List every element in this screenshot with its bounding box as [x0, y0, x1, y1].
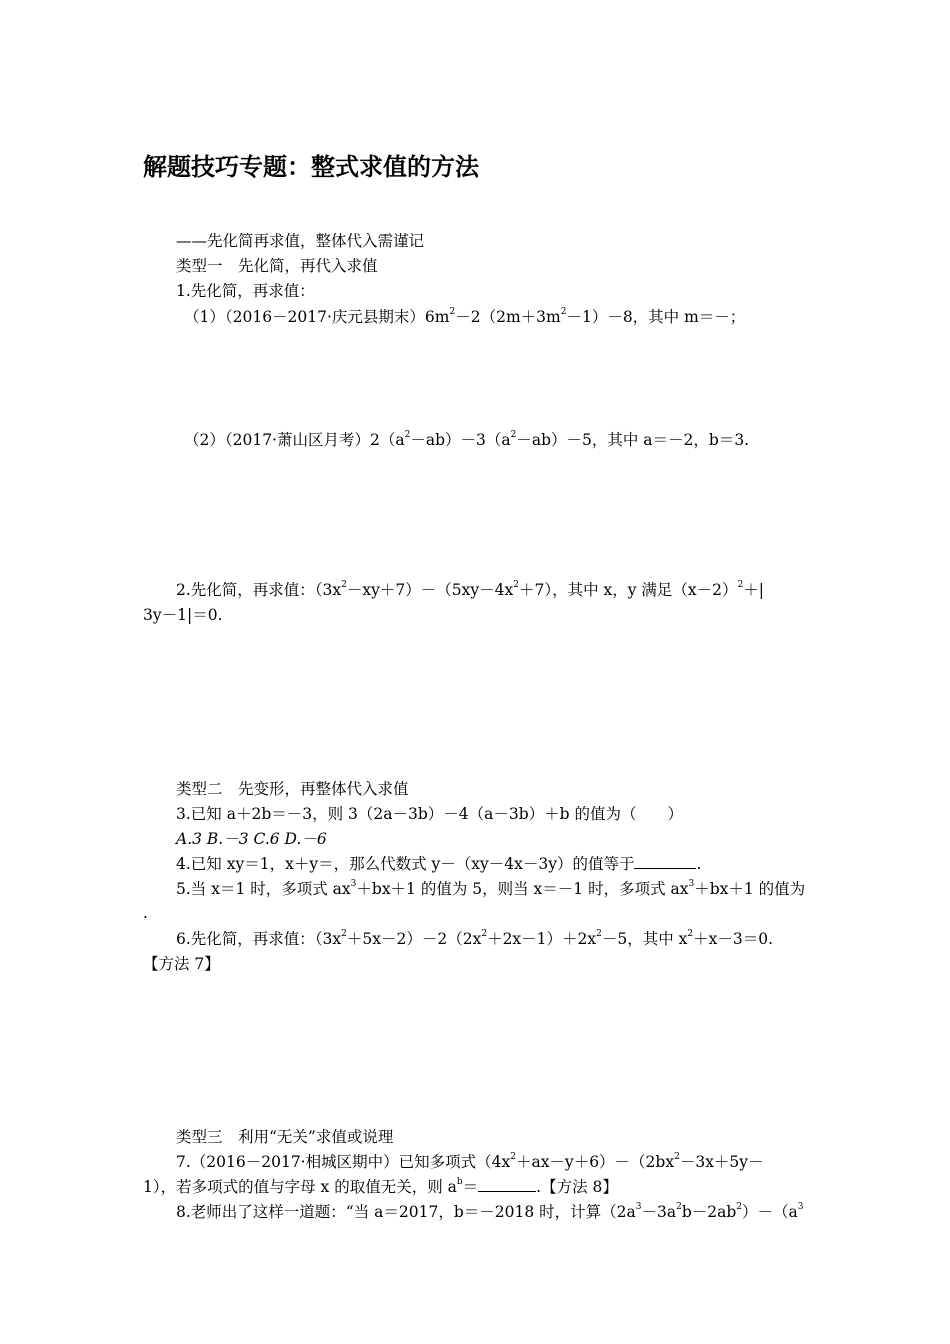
- question-7-line2: 1），若多项式的值与字母 x 的取值无关，则 $a^b=$ .【方法 8】: [143, 1176, 618, 1196]
- page-title: 解题技巧专题：整式求值的方法: [143, 153, 479, 181]
- question-8: 8.老师出了这样一道题：“当 a＝2017，b＝－2018 时，计算$(2a^3-3a^2b-2ab^2)-(a^3$: [176, 1201, 804, 1221]
- question-1-2: （2）（2017·萧山区月考）$2(a^2-ab)-3(a^2-ab)-5$，其中 a＝－2，b＝3.: [184, 429, 750, 449]
- question-1-intro: 1.先化简，再求值：: [176, 282, 315, 300]
- type1-heading: 类型一 先化简，再代入求值: [176, 257, 378, 275]
- question-5-line1: 5.当 x＝1 时，多项式 $ax^3+bx+1$ 的值为 5，则当 x＝－1 时，多项式 $ax^3+bx+1$ 的值为: [176, 878, 806, 898]
- question-1-1: （1）（2016－2017·庆元县期末）$6m^2-2(2m+3m^2-1)-8$，其中 m＝－；: [184, 306, 746, 326]
- method-7-tag: 【方法 7】: [143, 955, 220, 973]
- question-2-line2: 3y－1|＝0.: [143, 606, 223, 624]
- question-3: 3.已知 a＋2b＝－3，则 3（2a－3b）－4（a－3b）＋b 的值为（ ）: [176, 805, 684, 823]
- question-4: 4.已知 xy＝1，x＋y＝，那么代数式 y－（xy－4x－3y）的值等于 .: [176, 855, 702, 873]
- type2-heading: 类型二 先变形，再整体代入求值: [176, 780, 409, 798]
- question-3-options: A.3 B.－3 C.6 D.－6: [176, 830, 327, 848]
- question-2-line1: 2.先化简，再求值：$(3x^2-xy+7)-(5xy-4x^2+7)$，其中 x，y 满足$(x-2)^2+|$: [176, 579, 764, 599]
- question-6: 6.先化简，再求值：$(3x^2+5x-2)-2(2x^2+2x-1)+2x^2-5$，其中 $x^2+x-3=0$.: [176, 928, 774, 948]
- answer-blank[interactable]: [634, 854, 696, 869]
- subtitle: ——先化简再求值，整体代入需谨记: [176, 232, 425, 250]
- type3-heading: 类型三 利用“无关”求值或说理: [176, 1128, 394, 1146]
- question-7-line1: 7.（2016－2017·相城区期中）已知多项式$(4x^2+ax-y+6)-(2bx^2-3x+5y-$: [176, 1151, 764, 1171]
- question-5-line2: .: [143, 904, 148, 922]
- answer-blank[interactable]: [478, 1177, 536, 1192]
